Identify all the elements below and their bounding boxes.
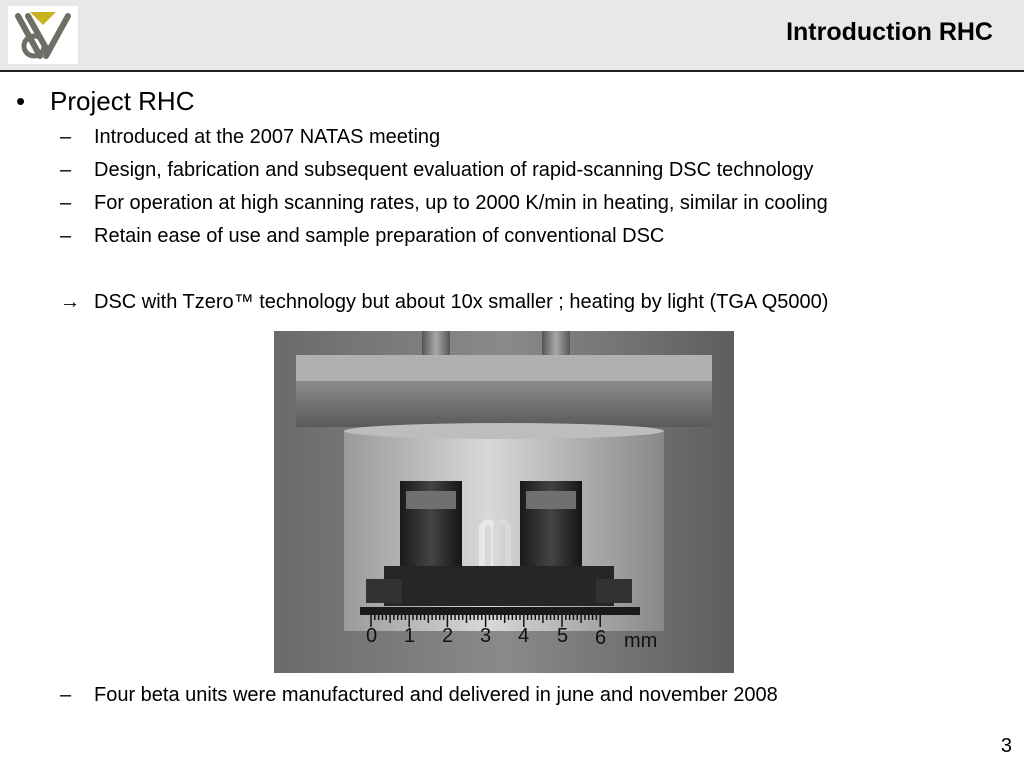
ruler-tick-label: 3 bbox=[480, 625, 492, 647]
main-bullet-text: Project RHC bbox=[50, 86, 195, 116]
arrow-conclusion-text: DSC with Tzero™ technology but about 10x smaller ; heating by light (TGA Q5000) bbox=[94, 291, 829, 313]
slide-title: Introduction RHC bbox=[786, 18, 993, 46]
ruler-tick-label: 6 bbox=[595, 627, 607, 649]
sub-bullet-text: Introduced at the 2007 NATAS meeting bbox=[94, 126, 441, 148]
sub-bullet-text: For operation at high scanning rates, up to 2000 K/min in heating, similar in cooling bbox=[94, 192, 828, 214]
university-logo-icon bbox=[8, 6, 78, 64]
ruler-tick-label: 4 bbox=[518, 625, 530, 647]
ruler-tick-label: 1 bbox=[404, 625, 416, 647]
dash-mark: – bbox=[60, 159, 72, 181]
arrow-icon: → bbox=[60, 291, 80, 313]
sub-bullet-text: Design, fabrication and subsequent evaluation of rapid-scanning DSC technology bbox=[94, 159, 814, 181]
page-number: 3 bbox=[1000, 735, 1012, 757]
ruler-unit-label: mm bbox=[624, 630, 658, 652]
ruler-tick-label: 2 bbox=[442, 625, 454, 647]
dash-mark: – bbox=[60, 225, 72, 247]
slide-header bbox=[0, 0, 1024, 72]
bullet-mark: • bbox=[16, 86, 26, 116]
dash-mark: – bbox=[60, 126, 72, 148]
sub-bullet-text: Four beta units were manufactured and delivered in june and november 2008 bbox=[94, 684, 778, 706]
sub-bullet-text: Retain ease of use and sample preparation of conventional DSC bbox=[94, 225, 665, 247]
dash-mark: – bbox=[60, 192, 72, 214]
ruler-tick-label: 5 bbox=[557, 625, 569, 647]
dash-mark: – bbox=[60, 684, 72, 706]
dsc-cell-photo bbox=[274, 331, 734, 673]
ruler-tick-label: 0 bbox=[366, 625, 378, 647]
